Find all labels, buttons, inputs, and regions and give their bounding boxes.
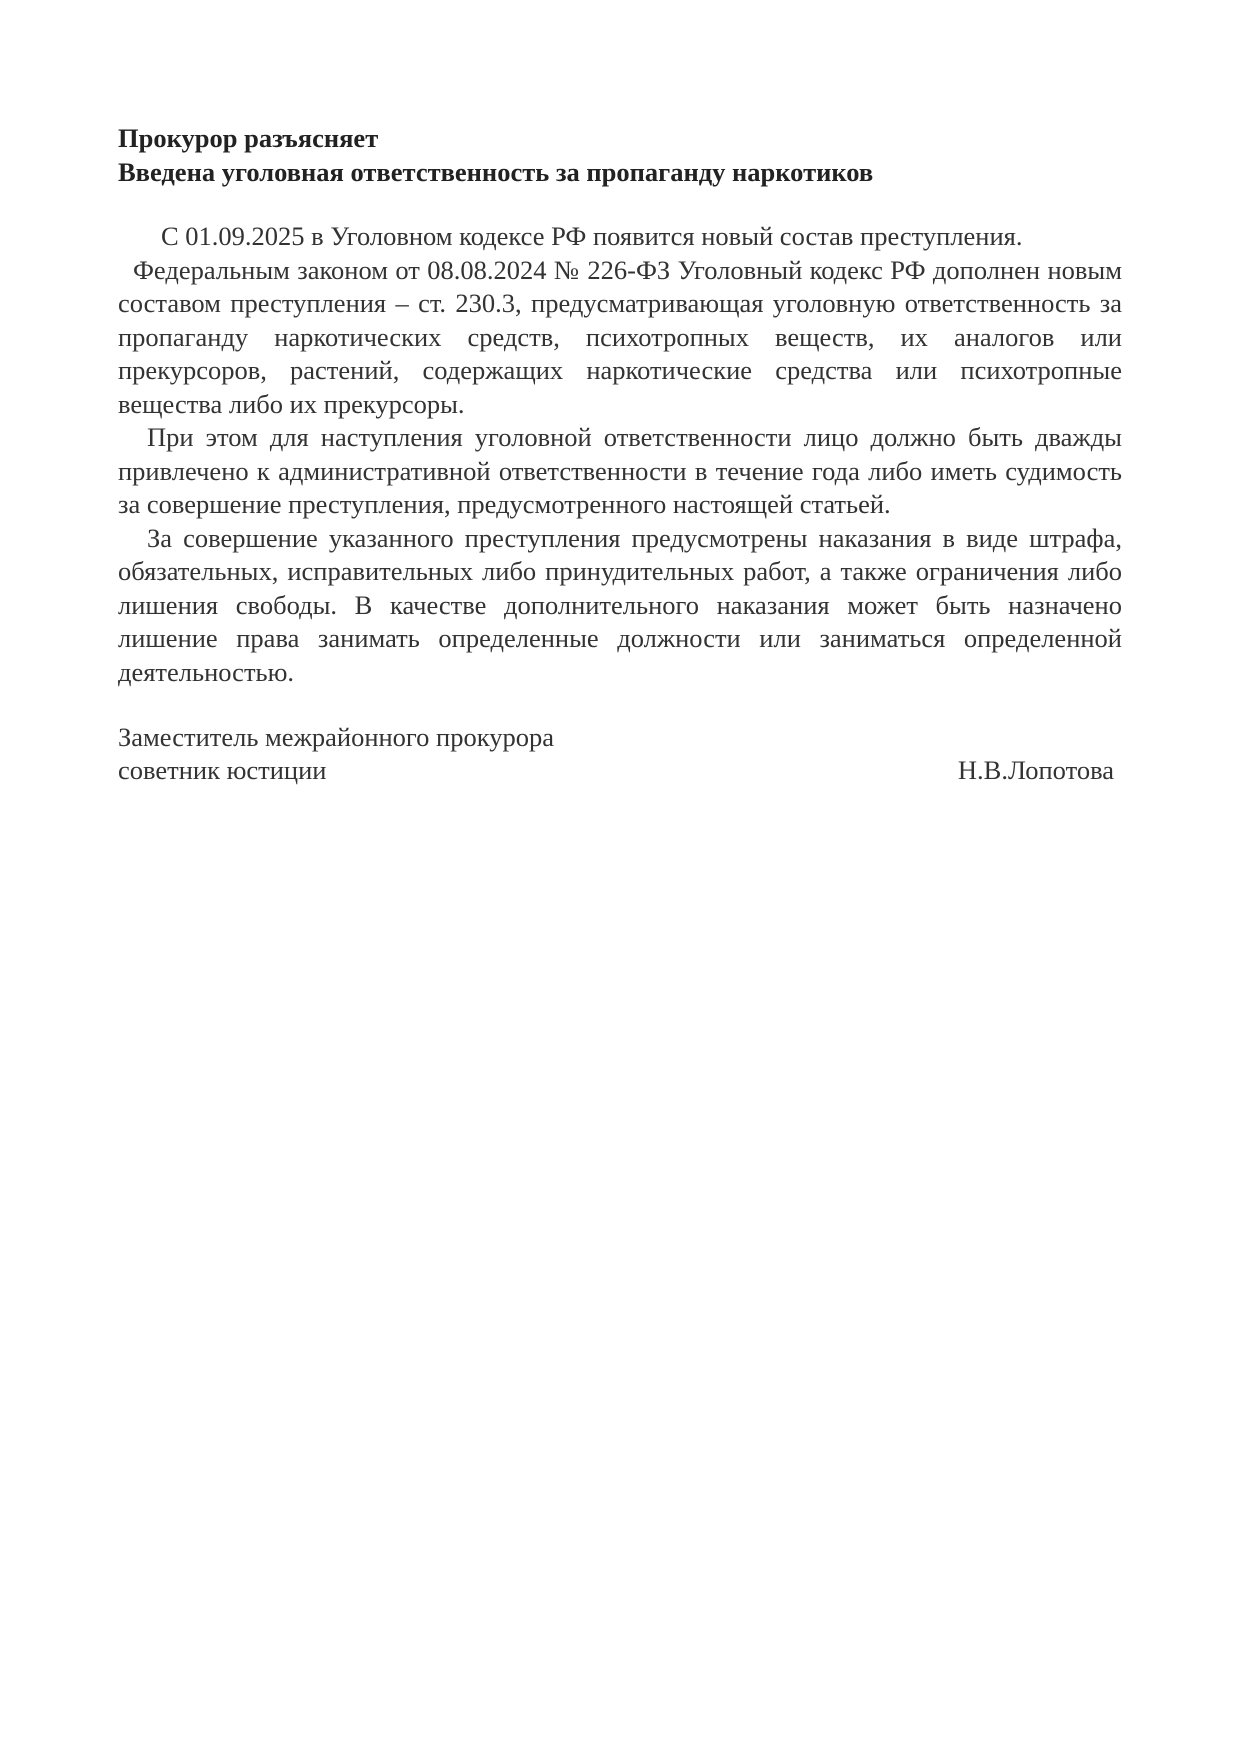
section-label: Прокурор разъясняет (118, 123, 379, 153)
paragraph-penalties: За совершение указанного преступления предусмотрены наказания в виде штрафа, обязательных, исправительных либо принудительных работ, а также ограничения либо лишения свободы. В качестве дополнительного наказания может быть назначено лишение права занимать определенные должности или заниматься определенной деятельностью. (118, 522, 1122, 687)
signer-position: Заместитель межрайонного прокурора (118, 722, 554, 752)
signer-rank: советник юстиции (118, 755, 327, 785)
paragraph-law: Федеральным законом от 08.08.2024 № 226-ФЗ Уголовный кодекс РФ дополнен новым составом преступления – ст. 230.3, предусматривающая уголовную ответственность за пропаганду наркотических средств, психотропных веществ, их аналогов или прекурсоров, растений, содержащих наркотические средства или психотропные вещества либо их прекурсоры. (118, 254, 1122, 419)
paragraph-intro: С 01.09.2025 в Уголовном кодексе РФ появится новый состав преступления. (161, 221, 1023, 251)
signer-name: Н.В.Лопотова (957, 755, 1114, 785)
signature-block (118, 721, 1114, 787)
article-headline: Введена уголовная ответственность за пропаганду наркотиков (118, 157, 874, 187)
document-body (118, 121, 1122, 787)
paragraph-conditions: При этом для наступления уголовной ответственности лицо должно быть дважды привлечено к административной ответственности в течение года либо иметь судимость за совершение преступления, предусмотренного настоящей статьей. (118, 422, 1122, 519)
